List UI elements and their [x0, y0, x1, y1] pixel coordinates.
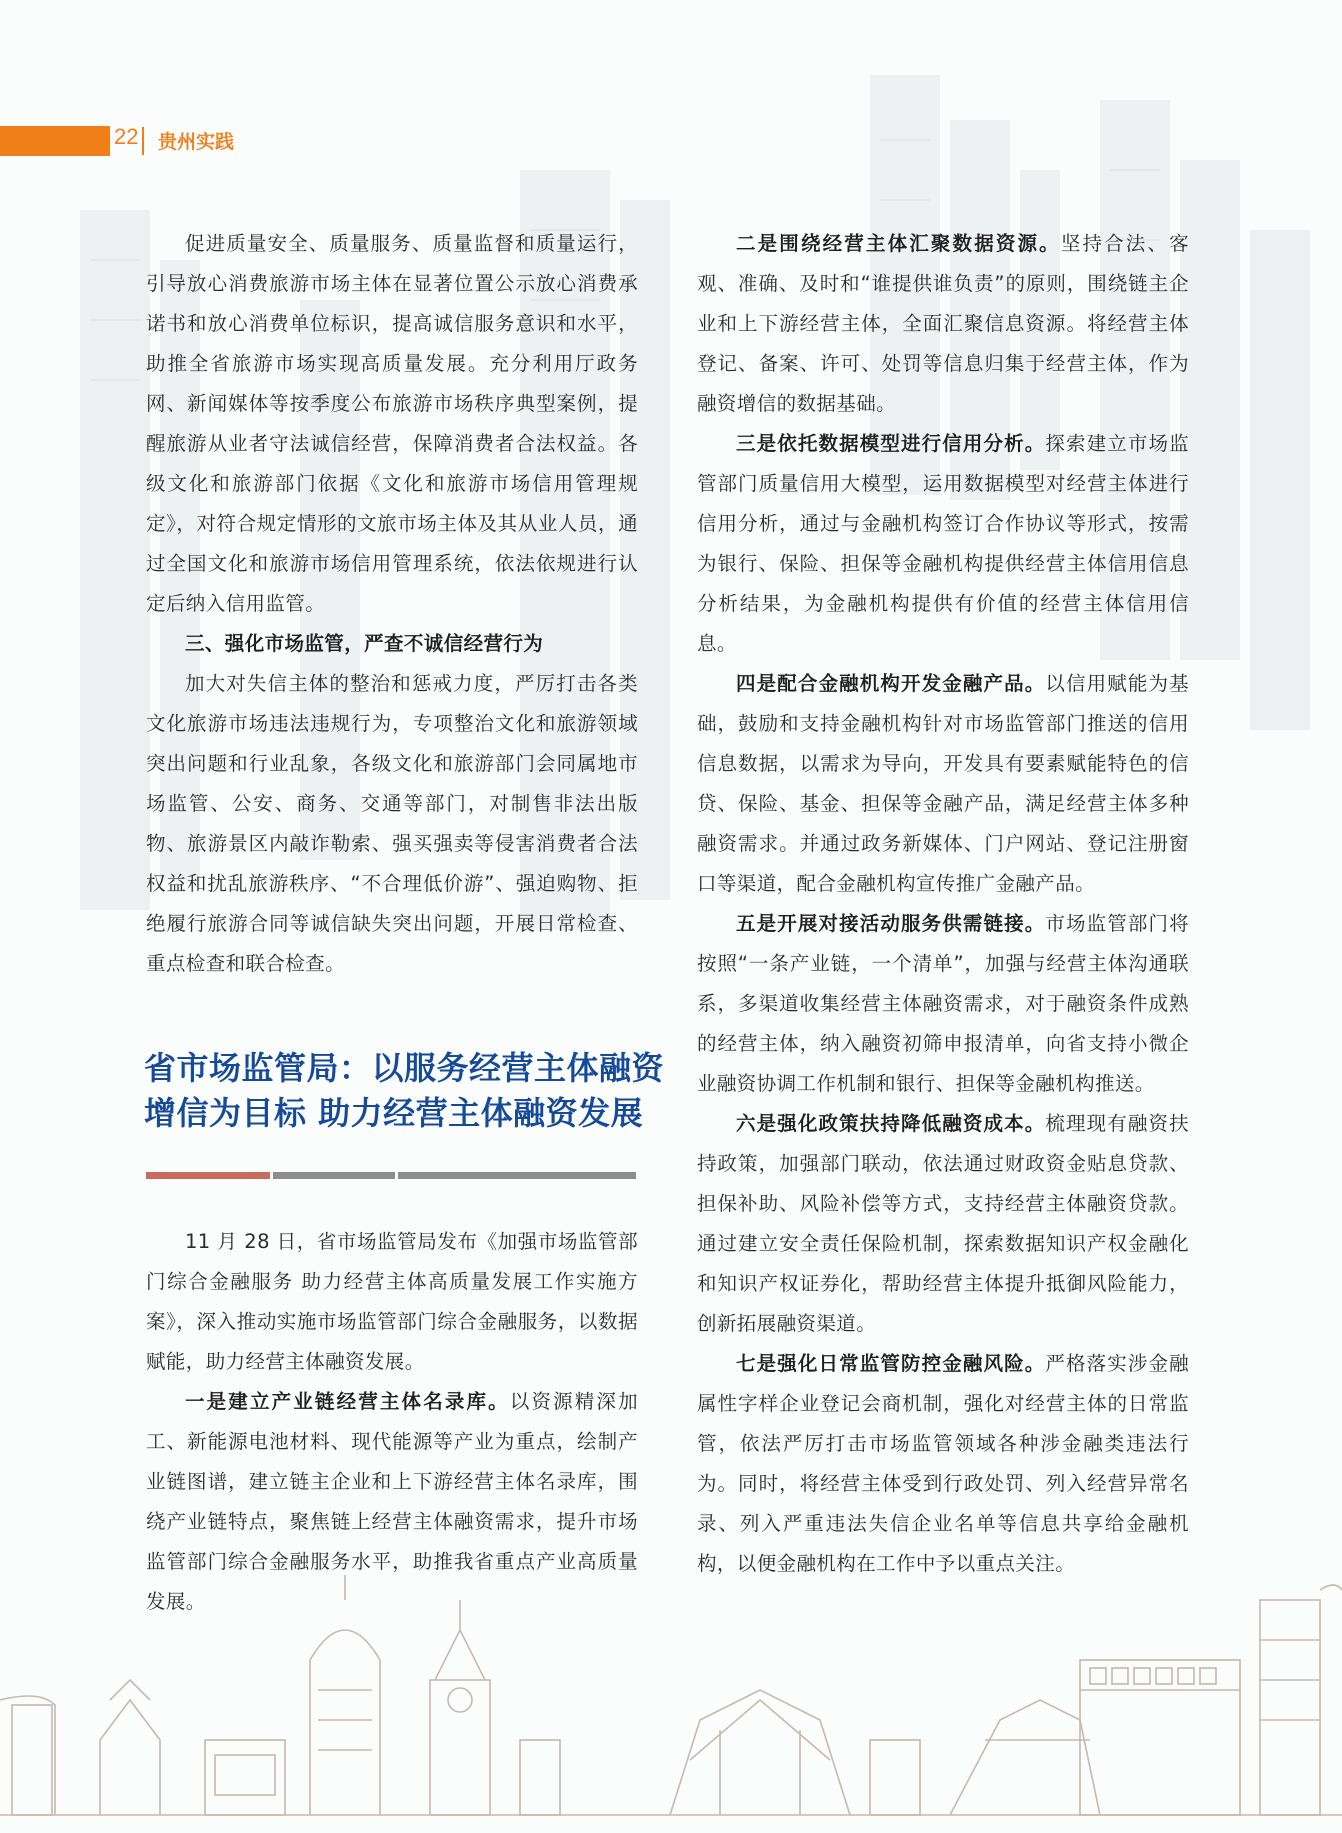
item-body: 梳理现有融资扶持政策，加强部门联动，依法通过财政资金贴息贷款、担保补助、风险补偿等方式，支持经营主体融资贷款。通过建立安全责任保险机制，探索数据知识产权金融化和知识产权证券化，帮助经营主体提升抵御风险能力，创新拓展融资渠道。 — [697, 1112, 1189, 1335]
article-item — [697, 904, 1189, 1104]
article-item — [146, 1382, 638, 1622]
body-paragraph: 加大对失信主体的整治和惩戒力度，严厉打击各类文化旅游市场违法违规行为，专项整治文化和旅游领域突出问题和行业乱象，各级文化和旅游部门会同属地市场监管、公安、商务、交通等部门，对制售非法出版物、旅游景区内敲诈勒索、强买强卖等侵害消费者合法权益和扰乱旅游秩序、“不合理低价游”、强迫购物、拒绝履行旅游合同等诚信缺失突出问题，开展日常检查、重点检查和联合检查。 — [146, 672, 638, 975]
item-body: 以资源精深加工、新能源电池材料、现代能源等产业为重点，绘制产业链图谱，建立链主企业和上下游经营主体名录库，围绕产业链特点，聚焦链上经营主体融资需求，提升市场监管部门综合金融服务水平，助推我省重点产业高质量发展。 — [146, 1390, 638, 1613]
item-body: 以信用赋能为基础，鼓励和支持金融机构针对市场监管部门推送的信用信息数据，以需求为导向，开发具有要素赋能特色的信贷、保险、基金、担保等金融产品，满足经营主体多种融资需求。并通过政务新媒体、门户网站、登记注册窗口等渠道，配合金融机构宣传推广金融产品。 — [697, 672, 1189, 895]
article-title: 省市场监管局：以服务经营主体融资增信为目标 助力经营主体融资发展 — [144, 1049, 665, 1132]
header-divider — [142, 127, 144, 155]
item-lead: 三是依托数据模型进行信用分析。 — [736, 432, 1046, 455]
article-item — [697, 1344, 1189, 1584]
item-lead: 一是建立产业链经营主体名录库。 — [185, 1390, 510, 1413]
article-item — [697, 664, 1189, 904]
article-item — [697, 1104, 1189, 1344]
article-item — [697, 424, 1189, 664]
page-number: 22 — [114, 124, 139, 149]
section-title: 贵州实践 — [158, 131, 235, 153]
body-paragraph: 促进质量安全、质量服务、质量监督和质量运行，引导放心消费旅游市场主体在显著位置公示放心消费承诺书和放心消费单位标识，提高诚信服务意识和水平，助推全省旅游市场实现高质量发展。充分利用厅政务网、新闻媒体等按季度公布旅游市场秩序典型案例，提醒旅游从业者守法诚信经营，保障消费者合法权益。各级文化和旅游部门依据《文化和旅游市场信用管理规定》，对符合规定情形的文旅市场主体及其从业人员，通过全国文化和旅游市场信用管理系统，依法依规进行认定后纳入信用监管。 — [146, 232, 638, 615]
item-lead: 二是围绕经营主体汇聚数据资源。 — [736, 232, 1061, 255]
item-body: 严格落实涉金融属性字样企业登记会商机制，强化对经营主体的日常监管，依法严厉打击市场监管领域各种涉金融类违法行为。同时，将经营主体受到行政处罚、列入经营异常名录、列入严重违法失信企业名单等信息共享给金融机构，以便金融机构在工作中予以重点关注。 — [697, 1352, 1189, 1575]
header-accent-bar — [0, 126, 110, 156]
title-underline-segment — [398, 1172, 636, 1179]
item-body: 市场监管部门将按照“一条产业链，一个清单”，加强与经营主体沟通联系，多渠道收集经营主体融资需求，对于融资条件成熟的经营主体，纳入融资初筛申报清单，向省支持小微企业融资协调工作机制和银行、担保等金融机构推送。 — [697, 912, 1189, 1095]
article-intro: 11 月 28 日，省市场监管局发布《加强市场监管部门综合金融服务 助力经营主体高质量发展工作实施方案》，深入推动实施市场监管部门综合金融服务，以数据赋能，助力经营主体融资发展。 — [146, 1230, 638, 1373]
section-heading: 三、强化市场监管，严查不诚信经营行为 — [185, 632, 544, 655]
item-lead: 四是配合金融机构开发金融产品。 — [736, 672, 1046, 695]
item-lead: 七是强化日常监管防控金融风险。 — [736, 1352, 1046, 1375]
article-body-right — [697, 224, 1189, 1584]
item-body: 探索建立市场监管部门质量信用大模型，运用数据模型对经营主体进行信用分析，通过与金融机构签订合作协议等形式，按需为银行、保险、担保等金融机构提供经营主体信用信息分析结果，为金融机构提供有价值的经营主体信用信息。 — [697, 432, 1189, 655]
title-underline-segment — [146, 1172, 270, 1179]
article-body-left — [146, 1222, 638, 1622]
item-body: 坚持合法、客观、准确、及时和“谁提供谁负责”的原则，围绕链主企业和上下游经营主体，全面汇聚信息资源。将经营主体登记、备案、许可、处罚等信息归集于经营主体，作为融资增信的数据基础。 — [697, 232, 1189, 415]
item-lead: 六是强化政策扶持降低融资成本。 — [736, 1112, 1046, 1135]
title-underline-segment — [273, 1172, 395, 1179]
item-lead: 五是开展对接活动服务供需链接。 — [736, 912, 1046, 935]
article-item — [697, 224, 1189, 424]
left-column-text — [146, 224, 638, 984]
